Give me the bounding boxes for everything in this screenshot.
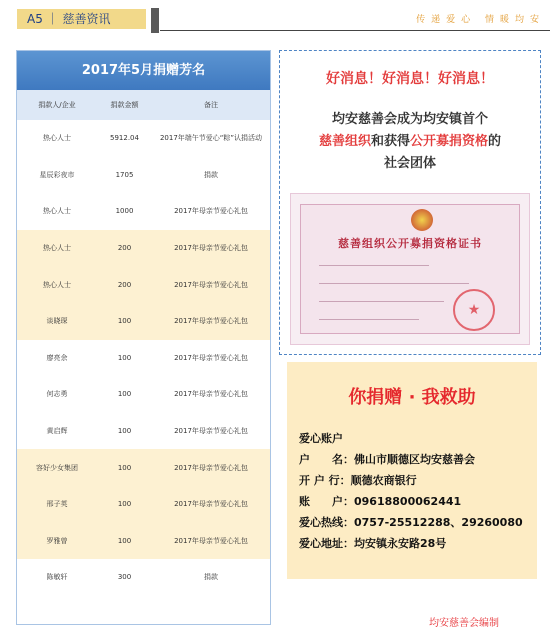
cell-donor: 星辰彩夜市 xyxy=(39,170,75,179)
donation-table-header xyxy=(17,90,270,120)
highlight-charity-org: 慈善组织 xyxy=(318,134,371,149)
cell-note: 2017年母亲节爱心礼包 xyxy=(174,390,248,399)
cell-donor: 廖亮余 xyxy=(46,353,68,362)
cell-donor: 罗雅曾 xyxy=(46,536,68,545)
certificate-text-line xyxy=(319,265,429,266)
account-number-value: 09618800062441 xyxy=(354,495,462,508)
donation-table-body xyxy=(17,120,270,596)
bank-label: 开 户 行： xyxy=(299,474,351,487)
cell-amount: 200 xyxy=(117,244,132,253)
table-row xyxy=(17,376,270,413)
header-rule xyxy=(160,30,550,31)
header-divider-bar xyxy=(151,8,159,33)
table-row xyxy=(17,413,270,450)
address-value: 均安镇永安路28号 xyxy=(354,537,447,550)
footer-credit: 均安慈善会编制 xyxy=(429,618,499,629)
table-row xyxy=(17,157,270,194)
cell-donor: 邢子英 xyxy=(46,500,68,509)
hotline-value: 0757-25512288、29260080 xyxy=(354,516,523,529)
cell-note: 2017年母亲节爱心礼包 xyxy=(174,207,248,216)
news-body xyxy=(290,109,530,175)
cell-amount: 5912.04 xyxy=(110,134,139,143)
cell-donor: 热心人士 xyxy=(43,244,71,253)
cell-amount: 100 xyxy=(117,353,132,362)
red-seal-stamp-icon xyxy=(453,289,495,331)
news-line-2 xyxy=(290,131,530,153)
column-header-donor: 捐款人/企业 xyxy=(38,101,76,109)
cell-amount: 100 xyxy=(117,317,132,326)
account-number-label: 账 户： xyxy=(299,495,354,508)
table-row xyxy=(17,303,270,340)
certificate-border xyxy=(300,204,520,334)
cell-donor: 热心人士 xyxy=(43,134,71,143)
cell-donor: 黄启辉 xyxy=(46,427,68,436)
donate-details xyxy=(299,428,523,554)
cell-note: 2017年母亲节爱心礼包 xyxy=(174,353,248,362)
table-row xyxy=(17,193,270,230)
news-line-2-end: 的 xyxy=(488,134,502,149)
cell-note: 2017年母亲节爱心礼包 xyxy=(174,244,248,253)
news-line-1: 均安慈善会成为均安镇首个 xyxy=(331,112,488,127)
cell-note: 捐款 xyxy=(204,170,218,179)
donation-table-title: 2017年5月捐赠芳名 xyxy=(17,51,270,90)
account-name-row xyxy=(299,449,523,470)
account-name-value: 佛山市顺德区均安慈善会 xyxy=(354,453,475,466)
cell-note: 2017年母亲节爱心礼包 xyxy=(174,536,248,545)
donate-title: 你捐赠 · 我救助 xyxy=(348,387,476,408)
seal-star-icon: ★ xyxy=(467,302,481,318)
address-label: 爱心地址： xyxy=(299,537,354,550)
bank-value: 顺德农商银行 xyxy=(350,474,417,487)
national-emblem-icon xyxy=(411,209,433,231)
highlight-fundraising-qualification: 公开募捐资格 xyxy=(410,134,489,149)
cell-amount: 100 xyxy=(117,536,132,545)
donation-table-panel xyxy=(16,50,271,625)
certificate-image xyxy=(290,193,530,345)
account-heading: 爱心账户 xyxy=(299,432,343,445)
cell-amount: 200 xyxy=(117,280,132,289)
cell-donor: 谈晓琛 xyxy=(46,317,68,326)
account-number-row xyxy=(299,491,523,512)
cell-donor: 热心人士 xyxy=(43,280,71,289)
cell-note: 2017年端午节爱心“粽”认捐活动 xyxy=(159,134,263,143)
certificate-text-line xyxy=(319,301,444,302)
table-row xyxy=(17,120,270,157)
cell-amount: 100 xyxy=(117,463,132,472)
cell-note: 2017年母亲节爱心礼包 xyxy=(174,500,248,509)
good-news-panel xyxy=(279,50,541,355)
cell-amount: 100 xyxy=(117,427,132,436)
certificate-title: 慈善组织公开募捐资格证书 xyxy=(338,237,482,250)
cell-donor: 容好少女集团 xyxy=(36,463,78,472)
certificate-text-line xyxy=(319,283,469,284)
cell-amount: 1705 xyxy=(115,170,134,179)
cell-note: 2017年母亲节爱心礼包 xyxy=(174,317,248,326)
table-row xyxy=(17,230,270,267)
table-row xyxy=(17,559,270,596)
cell-note: 捐款 xyxy=(204,573,218,582)
cell-amount: 300 xyxy=(117,573,132,582)
table-row xyxy=(17,266,270,303)
cell-note: 2017年母亲节爱心礼包 xyxy=(174,463,248,472)
hotline-label: 爱心热线： xyxy=(299,516,354,529)
bank-row xyxy=(299,470,523,491)
table-row xyxy=(17,486,270,523)
table-row xyxy=(17,449,270,486)
certificate-text-line xyxy=(319,319,419,320)
cell-note: 2017年母亲节爱心礼包 xyxy=(174,427,248,436)
news-headline: 好消息！好消息！好消息！ xyxy=(326,71,494,87)
cell-amount: 1000 xyxy=(115,207,134,216)
cell-donor: 热心人士 xyxy=(43,207,71,216)
hotline-row xyxy=(299,512,523,533)
column-header-note: 备注 xyxy=(204,101,218,109)
table-row xyxy=(17,340,270,377)
news-line-3: 社会团体 xyxy=(383,156,436,171)
address-row xyxy=(299,533,523,554)
column-header-amount: 捐款金额 xyxy=(110,101,139,109)
news-line-2-mid: 和获得 xyxy=(370,134,410,149)
account-name-label: 户 名： xyxy=(299,453,354,466)
cell-donor: 何志勇 xyxy=(46,390,68,399)
cell-amount: 100 xyxy=(117,390,132,399)
cell-note: 2017年母亲节爱心礼包 xyxy=(174,280,248,289)
header-slogan: 传递爱心 情暖均安 xyxy=(416,15,545,25)
table-row xyxy=(17,523,270,560)
section-label: A5 ｜ 慈善资讯 xyxy=(17,9,146,29)
cell-donor: 陈敏轩 xyxy=(46,573,68,582)
donate-info-panel xyxy=(287,362,537,579)
cell-amount: 100 xyxy=(117,500,132,509)
